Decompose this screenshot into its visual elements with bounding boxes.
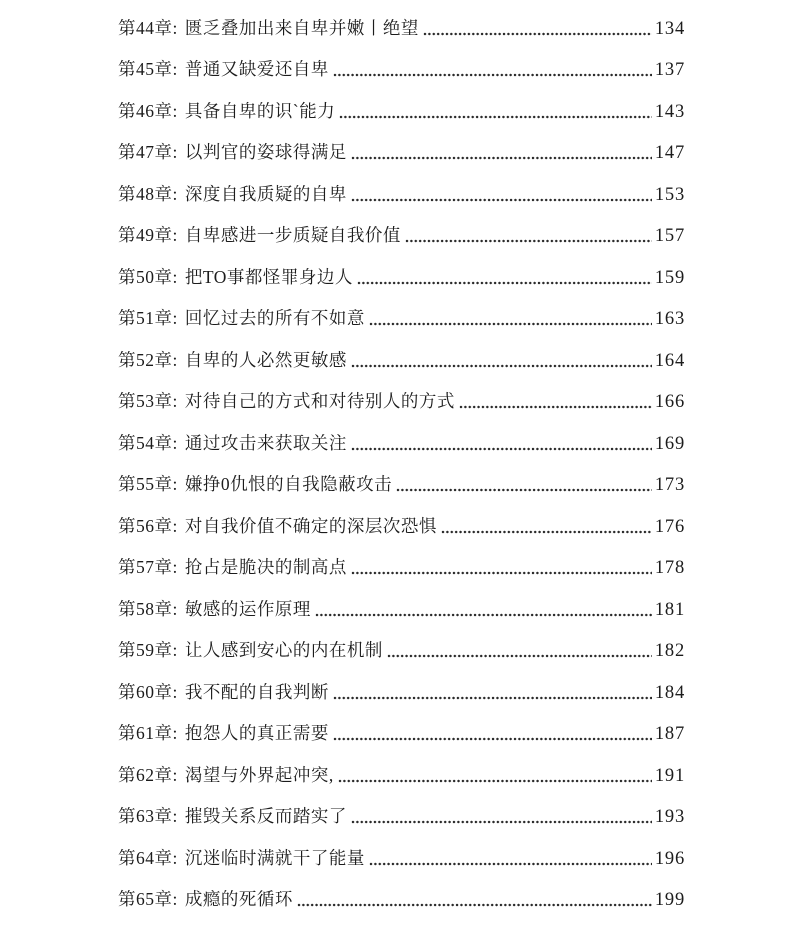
page-number: 169 xyxy=(654,433,685,454)
toc-entry[interactable] xyxy=(118,831,685,873)
dot-leader xyxy=(387,654,652,658)
toc-entry[interactable] xyxy=(118,790,685,832)
chapter-title: 嫌挣0仇恨的自我隐蔽攻击 xyxy=(184,474,393,494)
chapter-label: 第47章: xyxy=(118,142,178,162)
dot-leader xyxy=(351,571,652,575)
toc-entry[interactable] xyxy=(118,167,685,209)
page-number: 196 xyxy=(654,848,685,869)
chapter-label: 第56章: xyxy=(118,515,178,536)
toc-entry[interactable] xyxy=(118,416,685,458)
chapter-label: 第63章: xyxy=(118,806,178,826)
chapter-title: 摧毁关系反而踏实了 xyxy=(184,806,347,826)
dot-leader xyxy=(369,322,652,326)
page-number: 137 xyxy=(654,60,685,80)
page-number: 163 xyxy=(654,309,685,329)
page-number: 191 xyxy=(654,765,685,786)
chapter-label: 第58章: xyxy=(118,598,178,619)
chapter-label: 第46章: xyxy=(118,100,178,121)
chapter-title: 让人感到安心的内在机制 xyxy=(184,640,383,660)
chapter-title: 我不配的自我判断 xyxy=(184,681,329,702)
chapter-title: 普通又缺爱还自卑 xyxy=(184,59,329,79)
toc-entry[interactable] xyxy=(118,84,685,126)
dot-leader xyxy=(459,405,652,409)
chapter-title: 具备自卑的识`能力 xyxy=(184,100,336,121)
page-number: 134 xyxy=(654,18,685,39)
dot-leader xyxy=(333,696,652,700)
page-number: 193 xyxy=(654,807,685,827)
dot-leader xyxy=(423,32,652,36)
chapter-title: 回忆过去的所有不如意 xyxy=(184,308,365,328)
chapter-label: 第62章: xyxy=(118,764,178,785)
toc-entry[interactable] xyxy=(118,707,685,749)
chapter-title: 自卑感进一步质疑自我价值 xyxy=(184,225,401,245)
chapter-title: 敏感的运作原理 xyxy=(184,598,311,619)
toc-entry[interactable] xyxy=(118,209,685,251)
dot-leader xyxy=(333,737,652,741)
page-number: 184 xyxy=(654,682,685,703)
dot-leader xyxy=(297,903,652,907)
toc-entry[interactable] xyxy=(118,748,685,790)
page-number: 147 xyxy=(654,143,685,163)
chapter-label: 第55章: xyxy=(118,474,178,494)
toc-entry[interactable] xyxy=(118,43,685,85)
chapter-label: 第57章: xyxy=(118,557,178,577)
chapter-label: 第61章: xyxy=(118,723,178,743)
toc-entry[interactable] xyxy=(118,499,685,541)
dot-leader xyxy=(405,239,652,243)
dot-leader xyxy=(351,156,652,160)
chapter-label: 第50章: xyxy=(118,266,178,287)
toc-entry[interactable] xyxy=(118,333,685,375)
chapter-title: 渴望与外界起冲突, xyxy=(184,764,334,785)
toc-entry[interactable] xyxy=(118,375,685,417)
page-number: 187 xyxy=(654,724,685,744)
toc-entry[interactable] xyxy=(118,873,685,915)
dot-leader xyxy=(351,364,652,368)
page-number: 157 xyxy=(654,226,685,246)
page-number: 181 xyxy=(654,599,685,620)
chapter-title: 通过攻击来获取关注 xyxy=(184,432,347,453)
dot-leader xyxy=(333,73,652,77)
chapter-title: 对自我价值不确定的深层次恐惧 xyxy=(184,515,437,536)
chapter-label: 第45章: xyxy=(118,59,178,79)
chapter-title: 沉迷临时满就干了能量 xyxy=(184,847,365,868)
page-number: 159 xyxy=(654,267,685,288)
chapter-title: 以判官的姿球得满足 xyxy=(184,142,347,162)
chapter-label: 第53章: xyxy=(118,391,178,411)
page-number: 153 xyxy=(654,184,685,205)
chapter-title: 深度自我质疑的自卑 xyxy=(184,183,347,204)
page-number: 199 xyxy=(654,890,685,910)
dot-leader xyxy=(338,779,652,783)
toc-entry[interactable] xyxy=(118,292,685,334)
chapter-label: 第65章: xyxy=(118,889,178,909)
dot-leader xyxy=(339,115,652,119)
dot-leader xyxy=(441,530,652,534)
chapter-title: 抢占是脆决的制高点 xyxy=(184,557,347,577)
toc-entry[interactable] xyxy=(118,1,685,43)
chapter-label: 第60章: xyxy=(118,681,178,702)
chapter-title: 把TO事都怪罪身边人 xyxy=(184,266,353,287)
dot-leader xyxy=(351,820,652,824)
page-number: 173 xyxy=(654,475,685,495)
chapter-title: 成瘾的死循环 xyxy=(184,889,293,909)
toc-entry[interactable] xyxy=(118,126,685,168)
chapter-label: 第48章: xyxy=(118,183,178,204)
chapter-title: 抱怨人的真正需要 xyxy=(184,723,329,743)
dot-leader xyxy=(369,862,652,866)
chapter-title: 匮乏叠加出来自卑并嫩丨绝望 xyxy=(184,17,419,38)
toc-entry[interactable] xyxy=(118,582,685,624)
chapter-label: 第52章: xyxy=(118,349,178,370)
toc-entry[interactable] xyxy=(118,541,685,583)
dot-leader xyxy=(357,281,652,285)
page-number: 176 xyxy=(654,516,685,537)
chapter-label: 第59章: xyxy=(118,640,178,660)
toc-entry[interactable] xyxy=(118,665,685,707)
chapter-label: 第44章: xyxy=(118,17,178,38)
toc-entry[interactable] xyxy=(118,624,685,666)
chapter-title: 对待自己的方式和对待别人的方式 xyxy=(184,391,455,411)
dot-leader xyxy=(351,447,652,451)
dot-leader xyxy=(351,198,652,202)
page-number: 182 xyxy=(654,641,685,661)
chapter-label: 第54章: xyxy=(118,432,178,453)
chapter-label: 第64章: xyxy=(118,847,178,868)
toc-entry[interactable] xyxy=(118,250,685,292)
page-number: 166 xyxy=(654,392,685,412)
page-number: 143 xyxy=(654,101,685,122)
page-number: 178 xyxy=(654,558,685,578)
page-number: 164 xyxy=(654,350,685,371)
chapter-label: 第49章: xyxy=(118,225,178,245)
toc-entry[interactable] xyxy=(118,458,685,500)
dot-leader xyxy=(396,488,652,492)
dot-leader xyxy=(315,613,652,617)
chapter-title: 自卑的人必然更敏感 xyxy=(184,349,347,370)
chapter-label: 第51章: xyxy=(118,308,178,328)
